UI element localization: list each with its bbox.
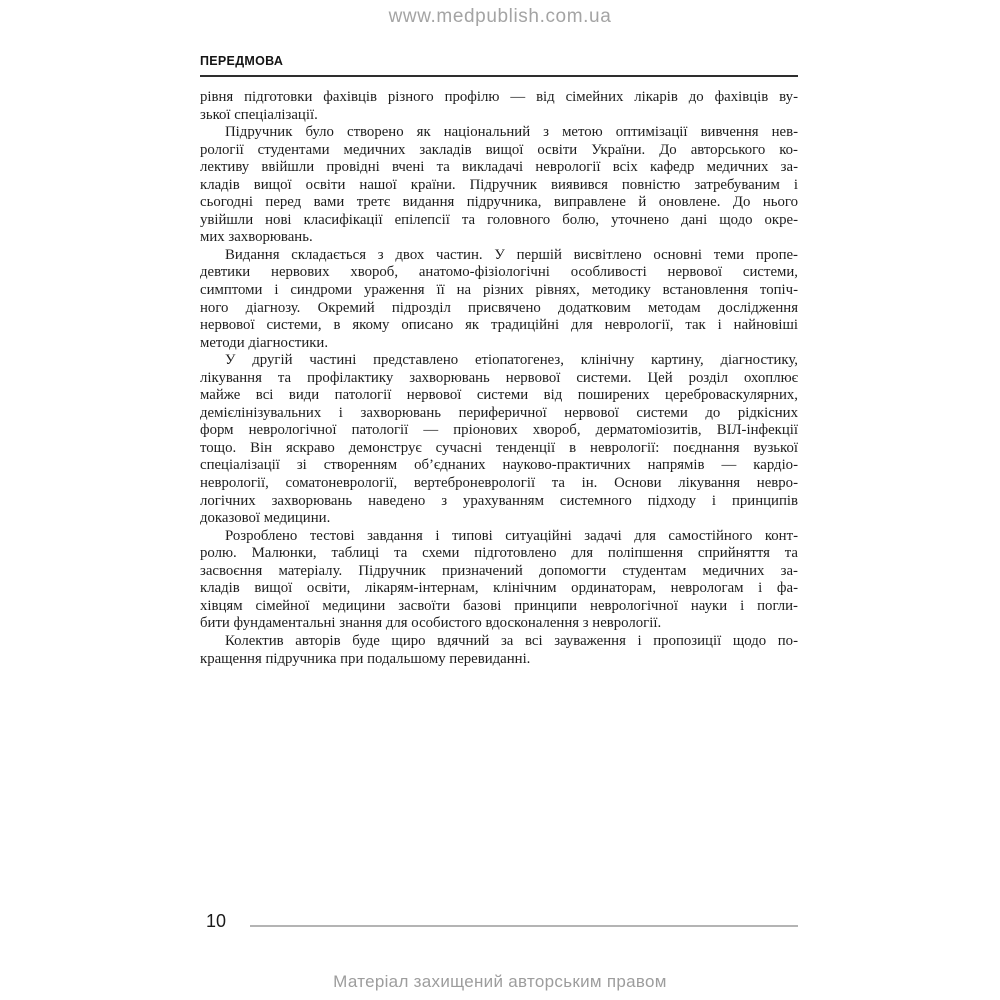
text-line: зької спеціалізації. xyxy=(200,106,318,123)
text-line: бити фундаментальні знання для особистого вдосконалення з неврології. xyxy=(200,615,662,632)
text-line: хівцям сімейної медицини засвоїти базові принципи неврологічної науки і погли- xyxy=(200,597,798,614)
paragraph xyxy=(200,247,798,352)
text-line: У другій частині представлено етіопатогенез, клінічну картину, діагностику, xyxy=(225,352,798,369)
text-line: симптоми і синдроми ураження її на різних рівнях, методику встановлення топіч- xyxy=(200,282,798,299)
text-line: неврології, соматоневрології, вертеброневрології та ін. Основи лікування невро- xyxy=(200,475,798,492)
text-line: Розроблено тестові завдання і типові ситуаційні задачі для самостійного конт- xyxy=(225,527,798,544)
paragraph xyxy=(200,89,798,124)
text-line: рології студентами медичних закладів вищої освіти України. До авторського ко- xyxy=(200,141,798,158)
text-line: форм неврологічної патології — пріонових хвороб, дерматоміозитів, ВІЛ-інфекції xyxy=(200,422,798,439)
paragraph xyxy=(200,124,798,247)
text-line: рівня підготовки фахівців різного профілю — від сімейних лікарів до фахівців ву- xyxy=(200,89,798,105)
text-line: девтики нервових хвороб, анатомо-фізіологічні особливості нервової системи, xyxy=(200,264,798,281)
text-line: кладів вищої освіти, лікарям-інтернам, клінічним ординаторам, неврологам і фа- xyxy=(200,580,798,597)
paragraph xyxy=(200,528,798,633)
text-line: лективу ввійшли провідні вчені та викладачі неврології всіх кафедр медичних за- xyxy=(200,159,798,176)
text-line: кращення підручника при подальшому перевиданні. xyxy=(200,650,531,667)
text-line: увійшли нові класифікації епілепсії та головного болю, уточнено дані щодо окре- xyxy=(200,211,798,228)
text-line: Колектив авторів буде щиро вдячний за всі зауваження і пропозиції щодо по- xyxy=(225,632,798,649)
paragraph xyxy=(200,352,798,527)
text-line: ролю. Малюнки, таблиці та схеми підготовлено для поліпшення сприйняття та xyxy=(200,545,798,562)
text-line: методи діагностики. xyxy=(200,334,329,351)
text-line: майже всі види патології нервової системи від поширених цереброваскулярних, xyxy=(200,387,798,404)
paragraph xyxy=(200,633,798,668)
text-line: сьогодні перед вами третє видання підручника, виправлене й оновлене. До нього xyxy=(200,194,798,211)
body-text xyxy=(200,89,798,668)
text-line: Видання складається з двох частин. У першій висвітлено основні теми пропе- xyxy=(225,246,798,263)
text-line: Підручник було створено як національний з метою оптимізації вивчення нев- xyxy=(225,124,798,141)
text-line: ного діагнозу. Окремий підрозділ присвячено додатковим методам дослідження xyxy=(200,299,798,316)
text-line: доказової медицини. xyxy=(200,510,331,527)
text-line: демієлінізувальних і захворювань периферичної нервової системи до рідкісних xyxy=(200,404,798,421)
text-line: тощо. Він яскраво демонструє сучасні тенденції в неврології: поєднання вузької xyxy=(200,439,798,456)
text-line: засвоєння матеріалу. Підручник призначений допомогти студентам медичних за- xyxy=(200,562,798,579)
text-line: логічних захворювань наведено з урахуванням системного підходу і принципів xyxy=(200,492,798,509)
section-heading: ПЕРЕДМОВА xyxy=(200,54,284,68)
site-watermark: www.medpublish.com.ua xyxy=(388,6,612,27)
text-line: спеціалізації зі створенням об’єднаних науково-практичних напрямів — кардіо- xyxy=(200,457,798,474)
text-line: лікування та профілактику захворювань нервової системи. Цей розділ охоплює xyxy=(200,369,798,386)
heading-rule xyxy=(200,75,798,77)
copyright-notice: Матеріал захищений авторським правом xyxy=(333,972,667,991)
text-line: нервової системи, в якому описано як традиційні для неврології, так і найновіші xyxy=(200,317,798,334)
page-number: 10 xyxy=(206,911,227,931)
page-content xyxy=(200,54,798,668)
text-line: мих захворювань. xyxy=(200,229,313,246)
footer-rule xyxy=(250,925,798,927)
text-line: кладів вищої освіти нашої країни. Підручник виявився повністю затребуваним і xyxy=(200,176,798,193)
